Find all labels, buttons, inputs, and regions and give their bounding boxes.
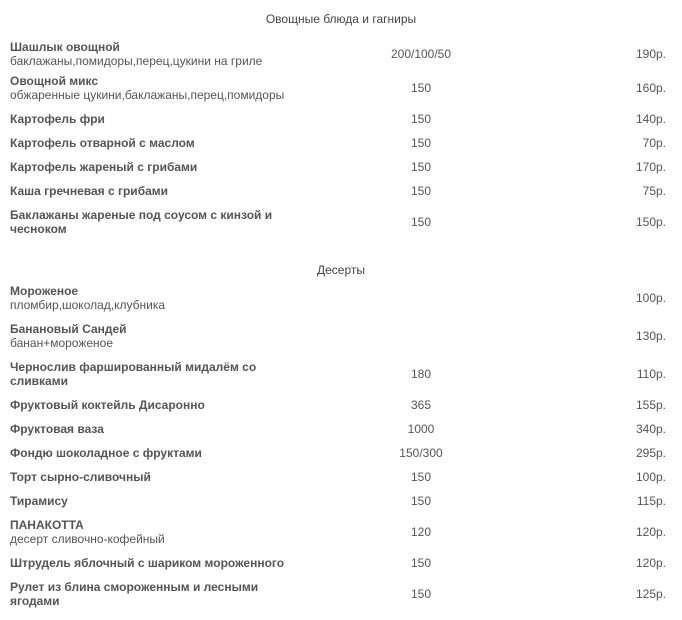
menu-row	[0, 179, 682, 203]
dish-cell	[10, 208, 310, 236]
dish-weight: 150	[410, 494, 432, 508]
dish-cell	[10, 184, 310, 198]
dish-name: Картофель фри	[10, 112, 105, 126]
dish-cell	[10, 518, 310, 546]
dish-weight: 150	[410, 470, 432, 484]
dish-cell	[10, 322, 310, 350]
menu-row	[0, 69, 682, 107]
dish-price: 170р.	[635, 160, 666, 174]
dish-price: 295р.	[635, 446, 666, 460]
menu-row	[0, 551, 682, 575]
section-title-desserts: Десерты	[316, 263, 365, 277]
dish-price: 100р.	[635, 470, 666, 484]
dish-name: Штрудель яблочный с шариком мороженного	[10, 556, 285, 570]
dish-cell	[10, 74, 310, 102]
section-title-vegetables: Овощные блюда и гагниры	[265, 12, 417, 26]
dish-price: 100р.	[635, 291, 666, 305]
dish-price: 125р.	[635, 587, 666, 601]
dish-name: Мороженое	[10, 284, 79, 298]
dish-weight: 150	[410, 587, 432, 601]
menu-row	[0, 441, 682, 465]
dish-weight: 1000	[407, 422, 435, 436]
dish-description: десерт сливочно-кофейный	[10, 532, 165, 546]
dish-description: банан+мороженое	[10, 336, 114, 350]
dish-name: Овощной микс	[10, 74, 99, 88]
dish-name: Рулет из блина смороженным и лесными ягодами	[10, 580, 259, 608]
dish-weight: 180	[410, 367, 432, 381]
dish-cell	[10, 580, 310, 608]
dish-price: 155р.	[635, 398, 666, 412]
dish-name: Фруктовый коктейль Дисаронно	[10, 398, 205, 412]
dish-name: Шашлык овощной	[10, 39, 120, 54]
menu-row	[0, 355, 682, 393]
menu-row	[0, 393, 682, 417]
dish-cell	[10, 446, 310, 460]
dish-weight: 365	[410, 398, 432, 412]
dish-price: 75р.	[642, 184, 666, 198]
dish-price: 110р.	[636, 367, 666, 381]
dish-cell	[10, 360, 310, 388]
dish-weight: 200/100/50	[390, 46, 452, 61]
menu-row	[0, 203, 682, 241]
dish-cell	[10, 40, 310, 68]
dish-price: 120р.	[635, 525, 666, 539]
dish-price: 150р.	[635, 215, 666, 229]
dish-weight: 120	[410, 525, 432, 539]
dish-weight: 150	[410, 81, 432, 95]
dish-description: баклажаны,помидоры,перец,цукини на гриле	[10, 53, 263, 68]
dish-description: обжаренные цукини,баклажаны,перец,помидоры	[10, 88, 285, 102]
dish-name: Картофель жареный с грибами	[10, 160, 198, 174]
dish-name: Тирамису	[10, 494, 68, 508]
menu-row	[0, 513, 682, 551]
menu-row	[0, 417, 682, 441]
menu-row	[0, 38, 682, 69]
dish-cell	[10, 112, 310, 126]
dish-price: 70р.	[642, 136, 666, 150]
dish-price: 120р.	[635, 556, 666, 570]
dish-name: Чернослив фаршированный мидалём со сливками	[10, 360, 257, 388]
dish-cell	[10, 284, 310, 312]
dish-weight: 150/300	[399, 446, 443, 460]
dish-name: Торт сырно-сливочный	[10, 470, 151, 484]
dish-weight: 150	[410, 160, 432, 174]
dish-name: Фондю шоколадное с фруктами	[10, 446, 202, 460]
dish-name: Каша гречневая с грибами	[10, 184, 169, 198]
menu-row	[0, 279, 682, 317]
dish-name: ПАНАКОТТА	[10, 518, 84, 532]
dish-price: 340р.	[635, 422, 666, 436]
menu-row	[0, 155, 682, 179]
menu-row	[0, 465, 682, 489]
dish-price: 115р.	[636, 494, 666, 508]
dish-cell	[10, 494, 310, 508]
menu-row	[0, 107, 682, 131]
dish-name: Баклажаны жареные под соусом с кинзой и чесноком	[10, 208, 273, 236]
menu-row	[0, 317, 682, 355]
dish-name: Картофель отварной с маслом	[10, 136, 195, 150]
menu-row	[0, 575, 682, 613]
dish-price: 130р.	[635, 329, 666, 343]
dish-cell	[10, 136, 310, 150]
dish-weight: 150	[410, 136, 432, 150]
dish-price: 190р.	[635, 46, 666, 61]
dish-price: 140р.	[635, 112, 666, 126]
dish-cell	[10, 160, 310, 174]
dish-cell	[10, 422, 310, 436]
dish-weight: 150	[410, 556, 432, 570]
dish-cell	[10, 398, 310, 412]
dish-description: пломбир,шоколад,клубника	[10, 298, 166, 312]
dish-name: Банановый Сандей	[10, 322, 127, 336]
dish-cell	[10, 470, 310, 484]
dish-weight: 150	[410, 184, 432, 198]
menu-row	[0, 131, 682, 155]
dish-weight: 150	[410, 112, 432, 126]
dish-price: 160р.	[635, 81, 666, 95]
dish-name: Фруктовая ваза	[10, 422, 104, 436]
dish-weight: 150	[410, 215, 432, 229]
menu-row	[0, 489, 682, 513]
dish-cell	[10, 556, 310, 570]
